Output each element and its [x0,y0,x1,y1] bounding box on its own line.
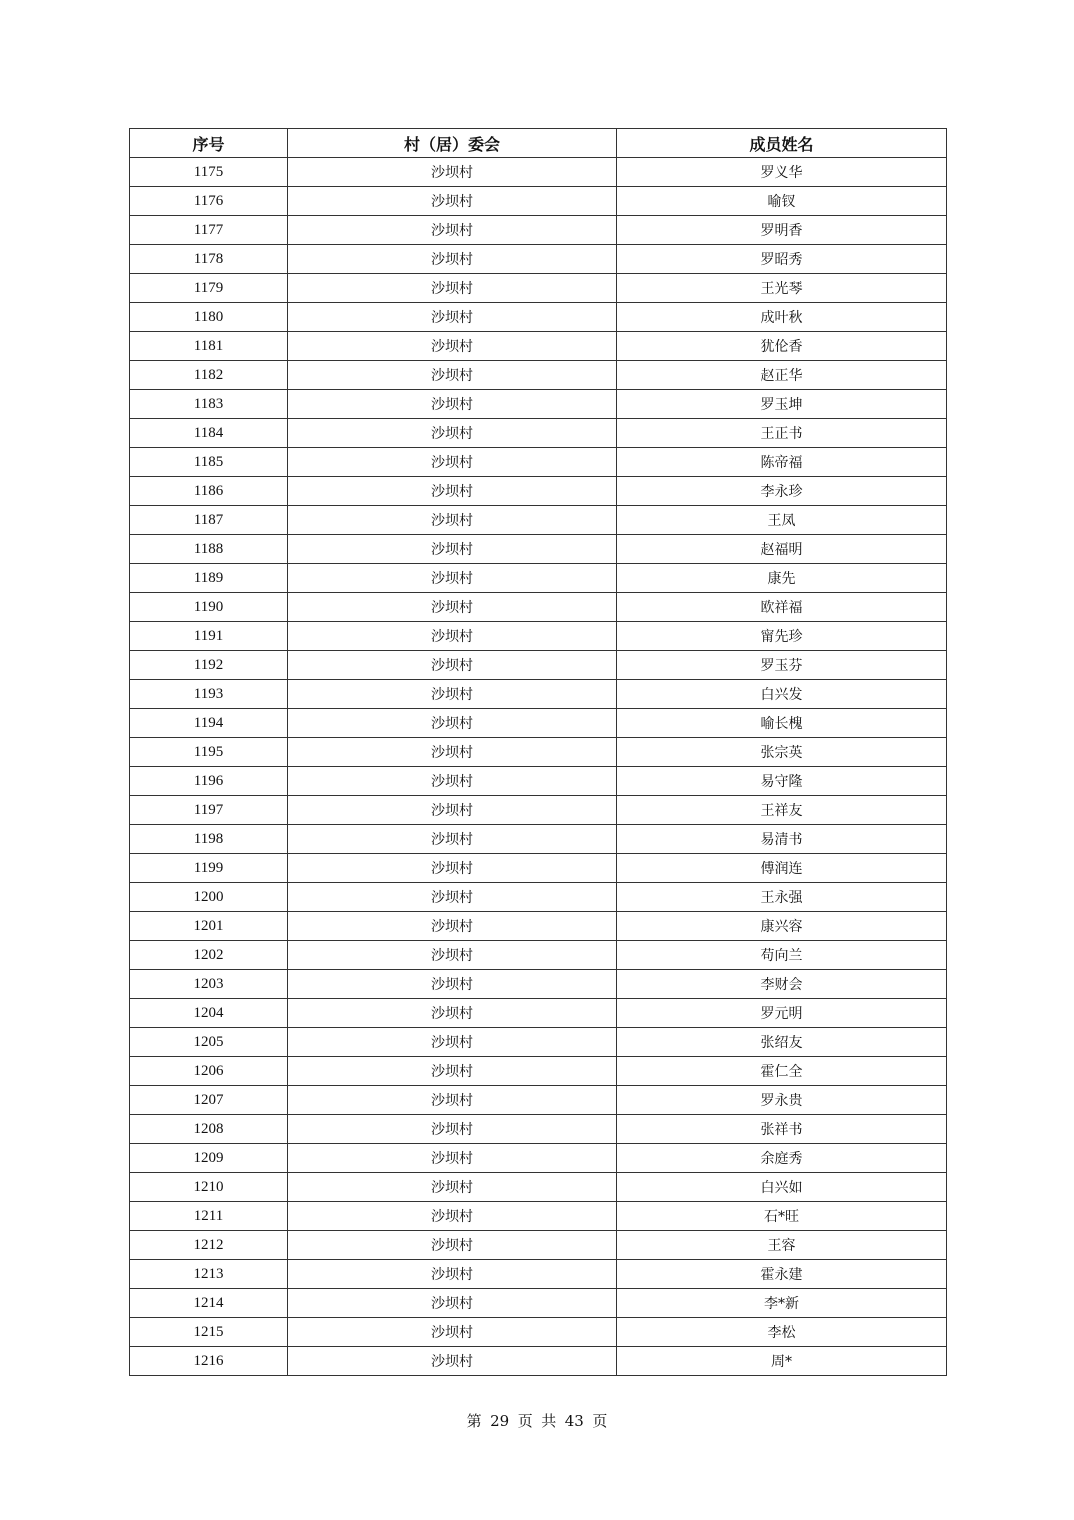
cell-serial-number: 1184 [130,419,288,448]
cell-member-name: 陈帝福 [617,448,947,477]
cell-member-name: 白兴发 [617,680,947,709]
member-table [129,128,947,1376]
table-row [130,332,947,361]
table-row [130,651,947,680]
cell-member-name: 喻长槐 [617,709,947,738]
cell-village-committee: 沙坝村 [288,680,617,709]
cell-serial-number: 1211 [130,1202,288,1231]
table-row [130,1318,947,1347]
cell-village-committee: 沙坝村 [288,941,617,970]
cell-member-name: 李财会 [617,970,947,999]
cell-member-name: 罗玉芬 [617,651,947,680]
table-row [130,1231,947,1260]
cell-serial-number: 1205 [130,1028,288,1057]
cell-village-committee: 沙坝村 [288,651,617,680]
cell-village-committee: 沙坝村 [288,912,617,941]
cell-member-name: 甯先珍 [617,622,947,651]
cell-serial-number: 1213 [130,1260,288,1289]
table-row [130,1347,947,1376]
cell-serial-number: 1176 [130,187,288,216]
cell-member-name: 罗昭秀 [617,245,947,274]
cell-village-committee: 沙坝村 [288,738,617,767]
cell-village-committee: 沙坝村 [288,1173,617,1202]
cell-member-name: 王光琴 [617,274,947,303]
cell-village-committee: 沙坝村 [288,1115,617,1144]
cell-village-committee: 沙坝村 [288,1086,617,1115]
table-row [130,158,947,187]
cell-serial-number: 1206 [130,1057,288,1086]
cell-village-committee: 沙坝村 [288,564,617,593]
cell-member-name: 王凤 [617,506,947,535]
cell-village-committee: 沙坝村 [288,332,617,361]
cell-serial-number: 1198 [130,825,288,854]
table-row [130,1115,947,1144]
table-row [130,506,947,535]
cell-member-name: 欧祥福 [617,593,947,622]
table-row [130,941,947,970]
table-row [130,825,947,854]
cell-village-committee: 沙坝村 [288,419,617,448]
table-row [130,883,947,912]
cell-serial-number: 1183 [130,390,288,419]
cell-serial-number: 1189 [130,564,288,593]
cell-village-committee: 沙坝村 [288,593,617,622]
cell-serial-number: 1177 [130,216,288,245]
cell-member-name: 赵福明 [617,535,947,564]
cell-member-name: 王祥友 [617,796,947,825]
cell-serial-number: 1182 [130,361,288,390]
cell-member-name: 康先 [617,564,947,593]
cell-serial-number: 1195 [130,738,288,767]
table-row [130,1173,947,1202]
cell-village-committee: 沙坝村 [288,1144,617,1173]
cell-member-name: 张绍友 [617,1028,947,1057]
table-row [130,187,947,216]
cell-village-committee: 沙坝村 [288,274,617,303]
table-row [130,390,947,419]
cell-village-committee: 沙坝村 [288,1289,617,1318]
cell-village-committee: 沙坝村 [288,767,617,796]
cell-member-name: 周* [617,1347,947,1376]
cell-village-committee: 沙坝村 [288,477,617,506]
cell-village-committee: 沙坝村 [288,1202,617,1231]
table-row [130,680,947,709]
cell-village-committee: 沙坝村 [288,390,617,419]
cell-serial-number: 1194 [130,709,288,738]
cell-member-name: 罗元明 [617,999,947,1028]
table-row [130,274,947,303]
table-row [130,1202,947,1231]
cell-village-committee: 沙坝村 [288,796,617,825]
cell-member-name: 李永珍 [617,477,947,506]
cell-serial-number: 1202 [130,941,288,970]
cell-member-name: 康兴容 [617,912,947,941]
cell-serial-number: 1197 [130,796,288,825]
cell-member-name: 李松 [617,1318,947,1347]
cell-village-committee: 沙坝村 [288,883,617,912]
table-row [130,448,947,477]
table-row [130,970,947,999]
cell-serial-number: 1180 [130,303,288,332]
cell-village-committee: 沙坝村 [288,158,617,187]
cell-village-committee: 沙坝村 [288,1347,617,1376]
cell-member-name: 张宗英 [617,738,947,767]
cell-serial-number: 1200 [130,883,288,912]
table-row [130,738,947,767]
table-row [130,1028,947,1057]
cell-serial-number: 1201 [130,912,288,941]
table-row [130,1260,947,1289]
cell-serial-number: 1210 [130,1173,288,1202]
cell-member-name: 易清书 [617,825,947,854]
table-row [130,709,947,738]
cell-village-committee: 沙坝村 [288,448,617,477]
cell-serial-number: 1215 [130,1318,288,1347]
cell-serial-number: 1185 [130,448,288,477]
cell-village-committee: 沙坝村 [288,216,617,245]
cell-member-name: 李*新 [617,1289,947,1318]
cell-member-name: 罗义华 [617,158,947,187]
cell-member-name: 霍仁全 [617,1057,947,1086]
page-footer: 第 29 页 共 43 页 [466,1412,608,1430]
table-row [130,1144,947,1173]
header-village-committee: 村（居）委会 [288,129,617,158]
cell-serial-number: 1186 [130,477,288,506]
table-row [130,245,947,274]
cell-serial-number: 1212 [130,1231,288,1260]
cell-member-name: 苟向兰 [617,941,947,970]
cell-village-committee: 沙坝村 [288,361,617,390]
cell-member-name: 成叶秋 [617,303,947,332]
cell-serial-number: 1207 [130,1086,288,1115]
cell-village-committee: 沙坝村 [288,245,617,274]
cell-serial-number: 1178 [130,245,288,274]
cell-village-committee: 沙坝村 [288,187,617,216]
cell-village-committee: 沙坝村 [288,303,617,332]
cell-village-committee: 沙坝村 [288,825,617,854]
cell-village-committee: 沙坝村 [288,535,617,564]
table-row [130,361,947,390]
cell-member-name: 犹伦香 [617,332,947,361]
table-row [130,622,947,651]
table-row [130,1057,947,1086]
table-row [130,912,947,941]
table-row [130,564,947,593]
cell-village-committee: 沙坝村 [288,1231,617,1260]
cell-member-name: 王容 [617,1231,947,1260]
table-row [130,477,947,506]
cell-village-committee: 沙坝村 [288,999,617,1028]
cell-serial-number: 1196 [130,767,288,796]
cell-member-name: 罗永贵 [617,1086,947,1115]
cell-village-committee: 沙坝村 [288,622,617,651]
cell-village-committee: 沙坝村 [288,1318,617,1347]
table-row [130,419,947,448]
cell-serial-number: 1208 [130,1115,288,1144]
cell-village-committee: 沙坝村 [288,1057,617,1086]
table-row [130,593,947,622]
cell-member-name: 赵正华 [617,361,947,390]
cell-member-name: 白兴如 [617,1173,947,1202]
cell-member-name: 王正书 [617,419,947,448]
cell-village-committee: 沙坝村 [288,709,617,738]
cell-serial-number: 1192 [130,651,288,680]
cell-village-committee: 沙坝村 [288,854,617,883]
cell-member-name: 余庭秀 [617,1144,947,1173]
cell-member-name: 易守隆 [617,767,947,796]
cell-serial-number: 1204 [130,999,288,1028]
cell-village-committee: 沙坝村 [288,506,617,535]
cell-member-name: 罗明香 [617,216,947,245]
cell-member-name: 石*旺 [617,1202,947,1231]
header-serial-number: 序号 [130,129,288,158]
table-header-row [130,129,947,158]
cell-member-name: 喻钗 [617,187,947,216]
cell-serial-number: 1193 [130,680,288,709]
table-row [130,303,947,332]
cell-serial-number: 1181 [130,332,288,361]
table-row [130,854,947,883]
table-row [130,767,947,796]
cell-member-name: 傅润连 [617,854,947,883]
cell-serial-number: 1175 [130,158,288,187]
table-row [130,1289,947,1318]
table-row [130,796,947,825]
table-row [130,216,947,245]
cell-member-name: 张祥书 [617,1115,947,1144]
cell-serial-number: 1203 [130,970,288,999]
table-row [130,1086,947,1115]
table-row [130,999,947,1028]
cell-serial-number: 1209 [130,1144,288,1173]
cell-village-committee: 沙坝村 [288,1028,617,1057]
cell-serial-number: 1199 [130,854,288,883]
cell-member-name: 罗玉坤 [617,390,947,419]
cell-serial-number: 1214 [130,1289,288,1318]
table-row [130,535,947,564]
cell-village-committee: 沙坝村 [288,1260,617,1289]
cell-serial-number: 1190 [130,593,288,622]
cell-serial-number: 1187 [130,506,288,535]
cell-serial-number: 1191 [130,622,288,651]
header-member-name: 成员姓名 [617,129,947,158]
cell-member-name: 霍永建 [617,1260,947,1289]
cell-serial-number: 1216 [130,1347,288,1376]
cell-member-name: 王永强 [617,883,947,912]
cell-village-committee: 沙坝村 [288,970,617,999]
cell-serial-number: 1188 [130,535,288,564]
cell-serial-number: 1179 [130,274,288,303]
